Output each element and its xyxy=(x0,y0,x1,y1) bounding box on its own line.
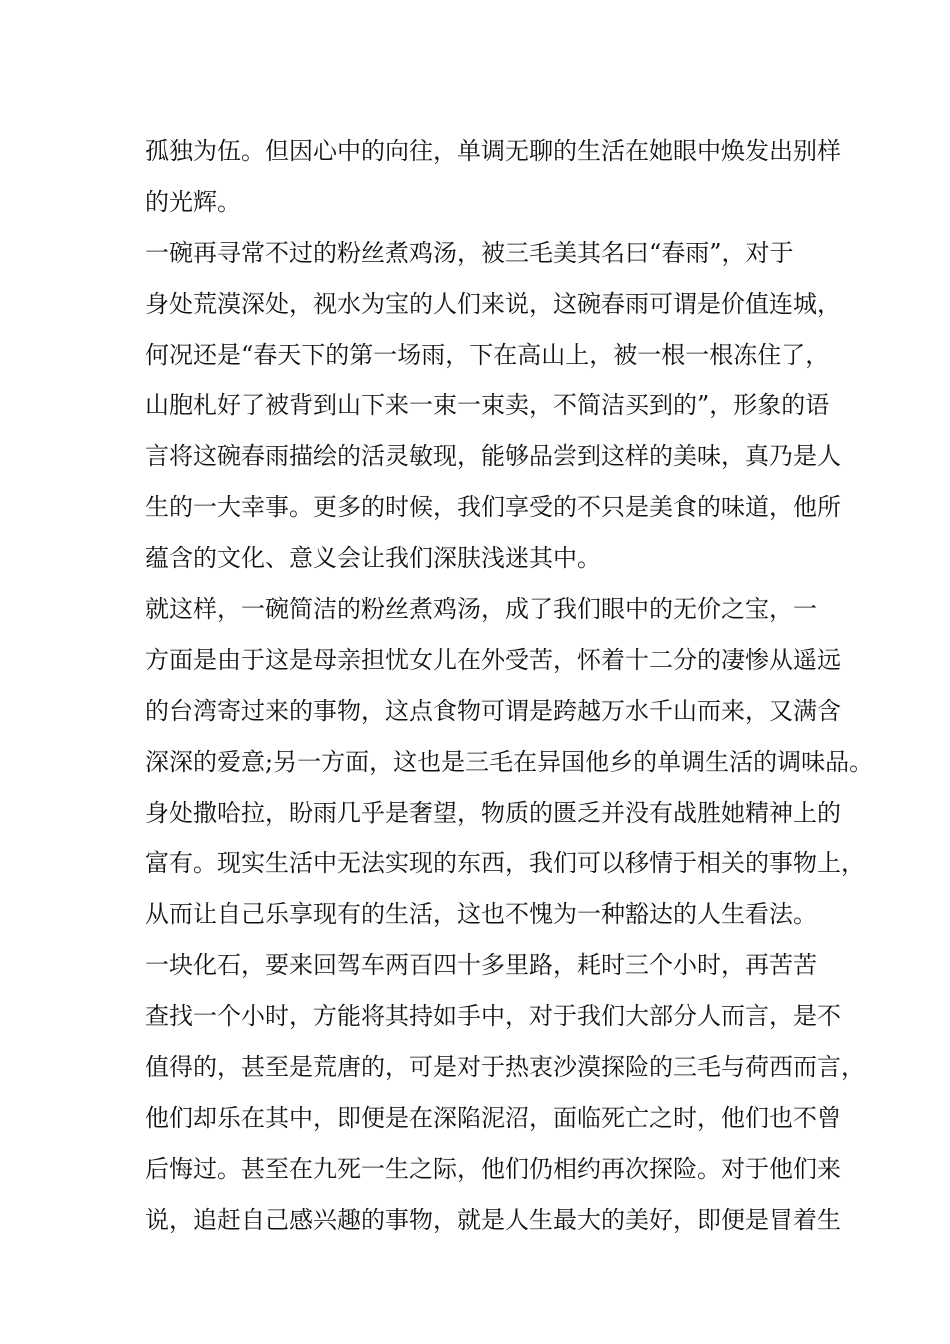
text-line: 蕴含的文化、意义会让我们深肤浅迷其中。 xyxy=(145,544,601,573)
text-line: 方面是由于这是母亲担忧女儿在外受苦，怀着十二分的凄惨从遥远 xyxy=(145,645,841,674)
text-line: 说，追赶自己感兴趣的事物，就是人生最大的美好，即便是冒着生 xyxy=(145,1205,841,1234)
text-line: 富有。现实生活中无法实现的东西，我们可以移情于相关的事物上， xyxy=(145,849,865,878)
text-line: 值得的，甚至是荒唐的，可是对于热衷沙漠探险的三毛与荷西而言， xyxy=(145,1053,865,1082)
text-line: 一碗再寻常不过的粉丝煮鸡汤，被三毛美其名曰“春雨”，对于 xyxy=(145,238,794,267)
text-line: 身处撒哈拉，盼雨几乎是奢望，物质的匮乏并没有战胜她精神上的 xyxy=(145,798,841,827)
text-line: 言将这碗春雨描绘的活灵敏现，能够品尝到这样的美味，真乃是人 xyxy=(145,442,841,471)
text-line: 他们却乐在其中，即便是在深陷泥沼，面临死亡之时，他们也不曾 xyxy=(145,1103,841,1132)
text-line: 山胞札好了被背到山下来一束一束卖，不简洁买到的”，形象的语 xyxy=(145,391,830,420)
text-line: 身处荒漠深处，视水为宝的人们来说，这碗春雨可谓是价值连城， xyxy=(145,289,841,318)
text-line: 的台湾寄过来的事物，这点食物可谓是跨越万水千山而来，又满含 xyxy=(145,696,841,725)
text-line: 一块化石，要来回驾车两百四十多里路，耗时三个小时，再苦苦 xyxy=(145,951,817,980)
body-text xyxy=(145,126,874,1246)
text-line: 孤独为伍。但因心中的向往，单调无聊的生活在她眼中焕发出别样 xyxy=(145,137,841,165)
text-line: 就这样，一碗简洁的粉丝煮鸡汤，成了我们眼中的无价之宝，一 xyxy=(145,595,817,624)
text-line: 查找一个小时，方能将其持如手中，对于我们大部分人而言，是不 xyxy=(145,1002,841,1031)
text-line: 的光辉。 xyxy=(145,187,241,216)
text-line: 从而让自己乐享现有的生活，这也不愧为一种豁达的人生看法。 xyxy=(145,900,817,929)
text-line: 何况还是“春天下的第一场雨，下在高山上，被一根一根冻住了， xyxy=(145,340,830,369)
text-line: 生的一大幸事。更多的时候，我们享受的不只是美食的味道，他所 xyxy=(145,493,841,522)
text-line: 后悔过。甚至在九死一生之际，他们仍相约再次探险。对于他们来 xyxy=(145,1154,841,1183)
text-line: 深深的爱意;另一方面，这也是三毛在异国他乡的单调生活的调味品。 xyxy=(145,747,874,776)
